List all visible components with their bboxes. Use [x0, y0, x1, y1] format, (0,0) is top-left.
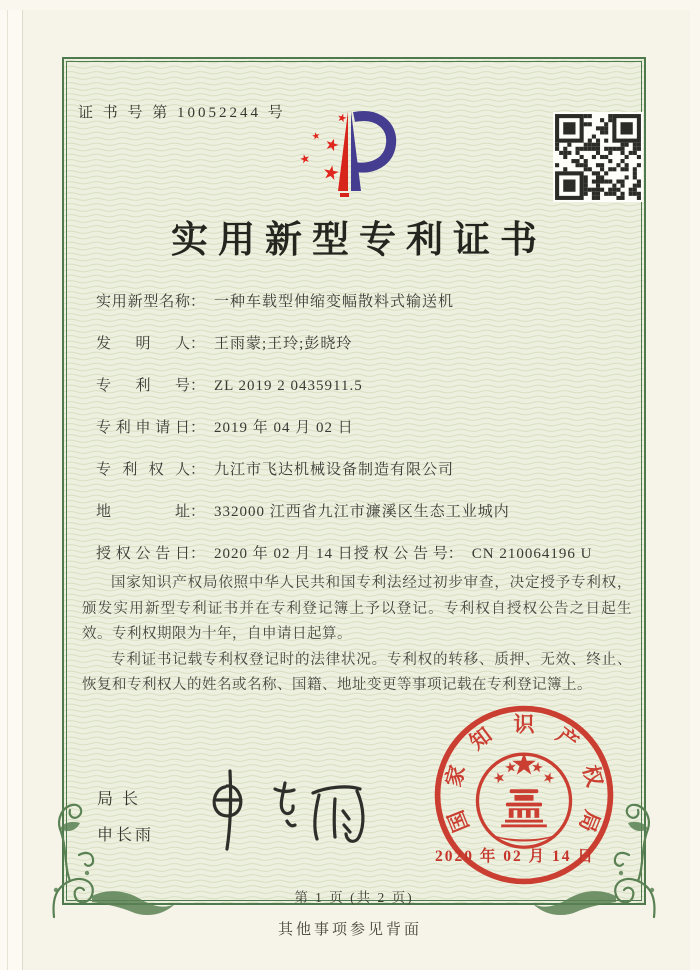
paper-crease-line	[7, 0, 8, 970]
logo-tower-right	[351, 111, 361, 191]
colon: ：	[190, 420, 206, 436]
field-label: 专利权人	[96, 462, 190, 478]
photo-paper-edge-top	[0, 0, 700, 10]
logo-stars	[299, 112, 347, 180]
field-label: 授权公告号	[353, 546, 448, 562]
colon: ：	[190, 378, 206, 394]
logo-p-bowl	[354, 116, 391, 168]
field-value: 九江市飞达机械设备制造有限公司	[214, 462, 455, 478]
field-value: ZL 2019 2 0435911.5	[214, 378, 363, 394]
field-value: 2020 年 02 月 14 日	[214, 546, 354, 562]
field-label: 授权公告日	[96, 546, 190, 562]
certificate-title: 实用新型专利证书	[171, 220, 547, 261]
certificate-number: 证 书 号 第 10052244 号	[78, 105, 286, 121]
seal-date: 2020 年 02 月 14 日	[435, 848, 595, 865]
colon: ：	[190, 462, 206, 478]
legal-paragraph-2: 专利证书记载专利权登记时的法律状况。专利权的转移、质押、无效、终止、恢复和专利权人的姓名或名称、国籍、地址变更等事项记载在专利登记簿上。	[82, 651, 632, 693]
field-value: 王雨蒙;王玲;彭晓玲	[214, 336, 353, 352]
national-emblem	[477, 752, 570, 847]
certificate-frame	[62, 57, 646, 905]
grant-number-group	[354, 546, 593, 562]
colon: ：	[190, 294, 206, 310]
field-value: CN 210064196 U	[471, 546, 593, 562]
field-label: 实用新型名称	[96, 294, 190, 310]
field-value: 一种车载型伸缩变幅散料式输送机	[214, 294, 455, 310]
colon: ：	[190, 504, 206, 520]
seal-char: 家	[441, 762, 471, 790]
field-row-patentee	[96, 462, 628, 504]
colon: ：	[190, 546, 206, 562]
field-label: 地址	[96, 504, 190, 520]
field-label: 专利申请日	[96, 420, 190, 436]
cnipa-logo	[285, 103, 417, 199]
logo-pedestal	[340, 193, 349, 197]
back-note: 其他事项参见背面	[277, 922, 422, 938]
colon: ：	[190, 336, 206, 352]
page-number: 第 1 页 (共 2 页)	[294, 890, 414, 905]
photo-paper-edge-right	[690, 0, 700, 970]
officer-name: 申长雨	[97, 827, 155, 844]
signature-shen-changyu	[197, 759, 369, 853]
seal-char: 识	[513, 712, 535, 737]
field-label: 专利号	[96, 378, 190, 394]
grant-date-group	[96, 546, 354, 563]
field-list	[96, 294, 628, 588]
field-label: 发明人	[96, 336, 190, 352]
seal-char: 权	[577, 762, 607, 790]
colon: ：	[447, 546, 463, 562]
field-row-filing-date	[96, 420, 628, 462]
field-row-inventors	[96, 336, 628, 378]
seal-char: 局	[574, 807, 605, 836]
corner-flourish-icon	[46, 795, 178, 927]
qr-code	[553, 112, 643, 202]
officer-title: 局长	[97, 791, 148, 808]
seal-char: 知	[465, 722, 497, 755]
seal-char: 产	[551, 722, 583, 755]
legal-text	[82, 571, 632, 699]
field-row-name	[96, 294, 628, 336]
field-value: 2019 年 04 月 02 日	[214, 420, 354, 436]
field-row-patent-number	[96, 378, 628, 420]
logo-tower-left	[338, 111, 348, 191]
seal-char: 国	[443, 807, 474, 836]
field-row-address	[96, 504, 628, 546]
legal-paragraph-1: 国家知识产权局依照中华人民共和国专利法经过初步审查，决定授予专利权，颁发实用新型专利证书并在专利登记簿上予以登记。专利权自授权公告之日起生效。专利权期限为十年，自申请日起算。	[82, 575, 632, 642]
field-value: 332000 江西省九江市濂溪区生态工业城内	[214, 504, 510, 520]
photo-paper-edge-left	[0, 0, 23, 970]
